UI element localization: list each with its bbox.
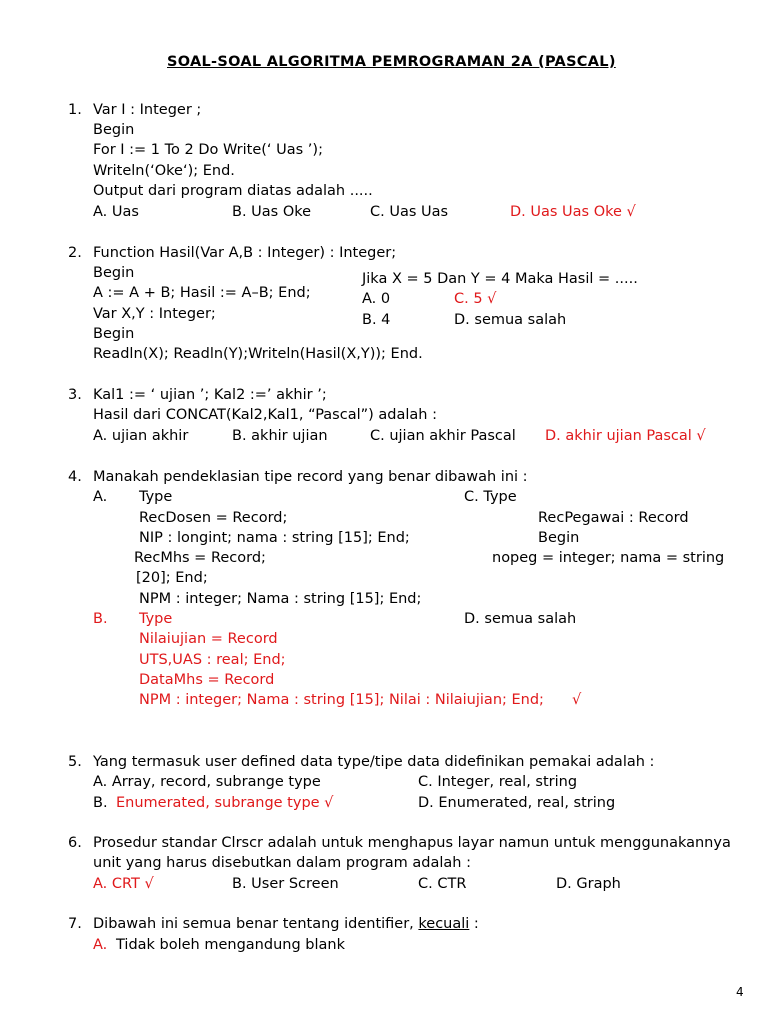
option-b-label-correct: B.: [93, 611, 108, 627]
code-line: UTS,UAS : real; End;: [139, 652, 286, 668]
option-c: C. Uas Uas: [370, 204, 449, 220]
option-b: B. 4: [362, 312, 391, 328]
code-line: Writeln(‘Oke‘); End.: [93, 163, 235, 179]
question-number: 6.: [68, 835, 82, 851]
option-a: A. ujian akhir: [93, 428, 189, 444]
option-a: A. Uas: [93, 204, 139, 220]
code-line: nopeg = integer; nama = string: [492, 550, 725, 566]
option-d-correct: D. akhir ujian Pascal √: [545, 428, 706, 444]
code-line: NPM : integer; Nama : string [15]; Nilai : Nilaiujian; End;: [139, 692, 544, 708]
option-a-correct: A. CRT √: [93, 876, 154, 892]
check-mark-icon: √: [572, 692, 582, 708]
code-line: Var I : Integer ;: [93, 102, 202, 118]
code-line: A := A + B; Hasil := A–B; End;: [93, 285, 311, 301]
code-line: Begin: [93, 265, 135, 281]
option-c-correct: C. 5 √: [454, 291, 497, 307]
code-line: RecPegawai : Record: [538, 510, 689, 526]
question-number: 5.: [68, 754, 82, 770]
option-c: C. Integer, real, string: [418, 774, 578, 790]
option-d: D. semua salah: [464, 611, 577, 627]
code-line: For I := 1 To 2 Do Write(‘ Uas ’);: [93, 142, 323, 158]
code-line: Begin: [93, 326, 135, 342]
option-a: Tidak boleh mengandung blank: [116, 937, 345, 953]
code-line: NIP : longint; nama : string [15]; End;: [139, 530, 410, 546]
question-text: [93, 914, 479, 934]
code-line: Function Hasil(Var A,B : Integer) : Integer;: [93, 245, 397, 261]
option-b: B. Uas Oke: [232, 204, 312, 220]
question-number: 3.: [68, 387, 82, 403]
page-number: 4: [736, 985, 744, 999]
question-text: Jika X = 5 Dan Y = 4 Maka Hasil = .....: [362, 271, 638, 287]
option-a-label: A.: [93, 489, 108, 505]
option-d-correct: D. Uas Uas Oke √: [510, 204, 636, 220]
question-text: Hasil dari CONCAT(Kal2,Kal1, “Pascal”) adalah :: [93, 407, 437, 423]
code-line: Nilaiujian = Record: [139, 631, 278, 647]
option-b-label: B.: [93, 795, 108, 811]
question-text: Yang termasuk user defined data type/tipe data didefinikan pemakai adalah :: [93, 754, 655, 770]
option-a: A. Array, record, subrange type: [93, 774, 321, 790]
page-title: SOAL-SOAL ALGORITMA PEMROGRAMAN 2A (PASCAL): [167, 54, 616, 70]
underlined-word: kecuali: [418, 916, 470, 932]
code-line: RecDosen = Record;: [139, 510, 288, 526]
question-text-pre: Dibawah ini semua benar tentang identifier,: [93, 916, 419, 932]
question-text: unit yang harus disebutkan dalam program adalah :: [93, 855, 471, 871]
code-line: Type: [139, 611, 173, 627]
option-b: B. akhir ujian: [232, 428, 328, 444]
option-c: C. CTR: [418, 876, 467, 892]
code-line: Readln(X); Readln(Y);Writeln(Hasil(X,Y)); End.: [93, 346, 423, 362]
option-a: A. 0: [362, 291, 391, 307]
code-line: [20]; End;: [136, 570, 208, 586]
question-number: 7.: [68, 916, 82, 932]
code-line: Begin: [93, 122, 135, 138]
question-text: Output dari program diatas adalah .....: [93, 183, 373, 199]
option-d: D. Graph: [556, 876, 621, 892]
question-number: 4.: [68, 469, 82, 485]
question-text: Prosedur standar Clrscr adalah untuk menghapus layar namun untuk menggunakannya: [93, 835, 731, 851]
option-c-label: C. Type: [464, 489, 517, 505]
question-text: Manakah pendeklasian tipe record yang benar dibawah ini :: [93, 469, 528, 485]
code-line: Var X,Y : Integer;: [93, 306, 216, 322]
code-line: Begin: [538, 530, 580, 546]
code-line: DataMhs = Record: [139, 672, 275, 688]
option-b-correct: Enumerated, subrange type √: [116, 795, 334, 811]
option-a-label-correct: A.: [93, 937, 108, 953]
option-d: D. semua salah: [454, 312, 567, 328]
option-c: C. ujian akhir Pascal: [370, 428, 516, 444]
option-b: B. User Screen: [232, 876, 339, 892]
option-d: D. Enumerated, real, string: [418, 795, 616, 811]
code-line: Kal1 := ‘ ujian ’; Kal2 :=’ akhir ’;: [93, 387, 327, 403]
code-line: NPM : integer; Nama : string [15]; End;: [139, 591, 422, 607]
question-number: 1.: [68, 102, 82, 118]
question-text-post: :: [469, 916, 479, 932]
question-number: 2.: [68, 245, 82, 261]
code-line: Type: [139, 489, 173, 505]
code-line: RecMhs = Record;: [134, 550, 266, 566]
